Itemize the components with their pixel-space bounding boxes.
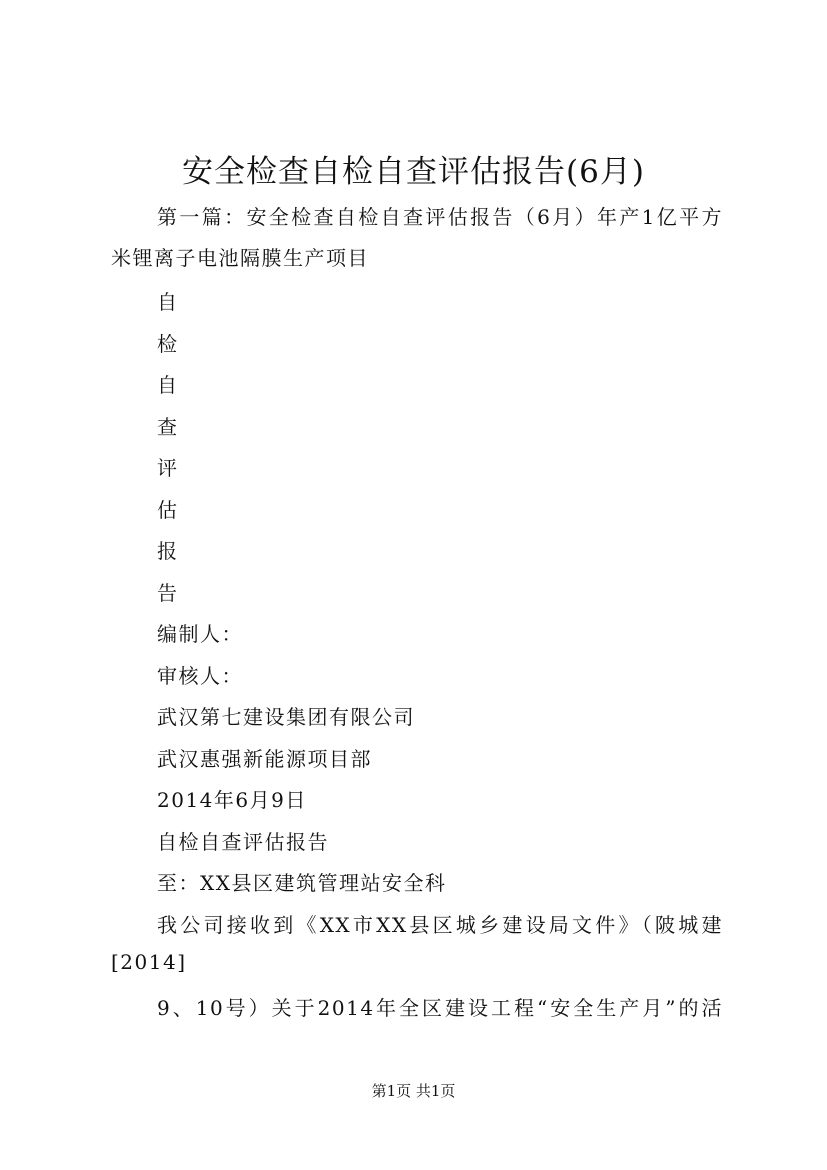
vertical-char-5: 评 bbox=[157, 456, 179, 480]
paragraph-1-line-2: 米锂离子电池隔膜生产项目 bbox=[111, 246, 369, 270]
recipient-line: 至：XX县区建筑管理站安全科 bbox=[157, 871, 447, 895]
vertical-char-8: 告 bbox=[157, 581, 179, 605]
body-line-1: 我公司接收到《XX市XX县区城乡建设局文件》（陂城建 bbox=[157, 913, 723, 937]
compiler-label: 编制人： bbox=[157, 622, 243, 646]
vertical-char-4: 查 bbox=[157, 415, 179, 439]
report-date: 2014年6月9日 bbox=[157, 788, 307, 812]
document-title: 安全检查自检自查评估报告(6月) bbox=[182, 154, 645, 190]
company-name: 武汉第七建设集团有限公司 bbox=[157, 705, 415, 729]
project-department: 武汉惠强新能源项目部 bbox=[157, 747, 372, 771]
report-subtitle: 自检自查评估报告 bbox=[157, 830, 329, 854]
vertical-char-3: 自 bbox=[157, 373, 179, 397]
vertical-char-6: 估 bbox=[157, 498, 179, 522]
body-line-2: [2014] bbox=[111, 950, 187, 974]
page-footer: 第1页 共1页 bbox=[371, 1082, 456, 1100]
body-line-3: 9、10号）关于2014年全区建设工程“安全生产月”的活 bbox=[157, 996, 723, 1020]
reviewer-label: 审核人： bbox=[157, 664, 243, 688]
vertical-char-2: 检 bbox=[157, 332, 179, 356]
vertical-char-1: 自 bbox=[157, 290, 179, 314]
paragraph-1-line-1: 第一篇：安全检查自检自查评估报告（6月）年产1亿平方 bbox=[157, 205, 723, 229]
vertical-char-7: 报 bbox=[157, 539, 179, 563]
